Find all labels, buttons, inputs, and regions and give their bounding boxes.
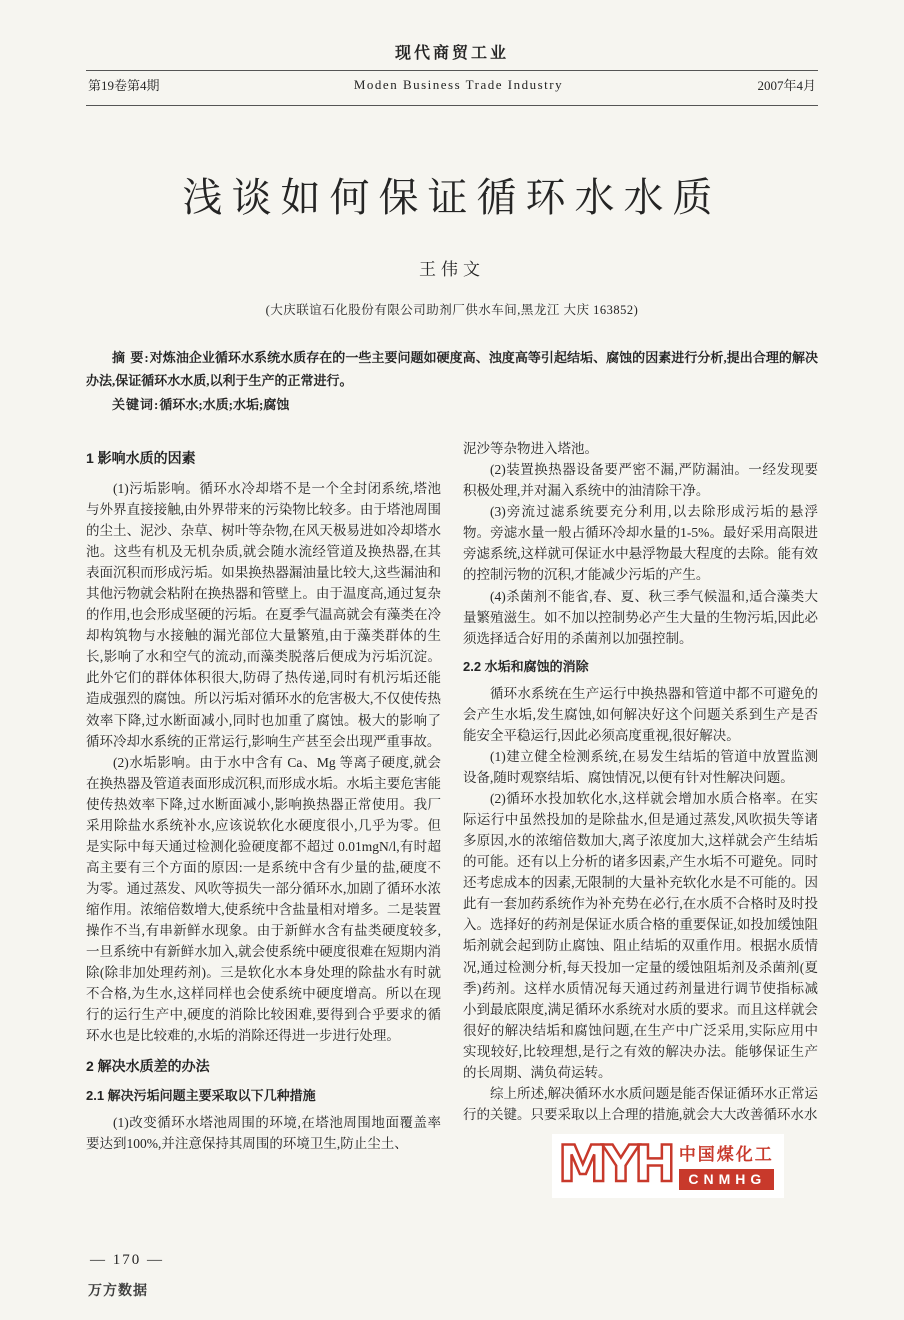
- cnmhg-watermark-text: [679, 1140, 774, 1190]
- page-header: [86, 0, 818, 106]
- abstract-text: 对炼油企业循环水系统水质存在的一些主要问题如硬度高、浊度高等引起结垢、腐蚀的因素进行分析,提出合理的解决办法,保证循环水水质,以利于生产的正常进行。: [86, 350, 818, 389]
- body-paragraph: (2)装置换热器设备要严密不漏,严防漏油。一经发现要积极处理,并对漏入系统中的油清除干净。: [463, 462, 818, 499]
- body-paragraph: (1)污垢影响。循环水冷却塔不是一个全封闭系统,塔池与外界直接接触,由外界带来的污染物比较多。由于塔池周围的尘土、泥沙、杂草、树叶等杂物,在风天极易进如冷却塔水池。这些有机及无机杂质,就会随水流经管道及换热器,在其表面沉积而形成污垢。如果换热器漏油量比较大,这些漏油和其他污物就会粘附在换热器和管壁上。由于温度高,通过复杂的作用,也会形成坚硬的污垢。在夏季气温高就会有藻类在冷却构筑物与水接触的漏光部位大量繁殖,由于藻类群体的生长,影响了水和空气的流动,而藻类脱落后便成为污垢沉淀。此外它们的群体体积很大,防碍了热传递,同时有机污垢还能造成强烈的腐蚀。所以污垢对循环水的危害极大,不仅使传热效率下降,过水断面减小,同时也加重了腐蚀。极大的影响了循环冷却水系统的正常运行,影响生产甚至会出现严重事故。: [86, 481, 441, 749]
- body-paragraph: (1)改变循环水塔池周围的环境,在塔池周围地面覆盖率要达到100%,并注意保持其周围的环境卫生,防止尘土、: [86, 1115, 441, 1152]
- page-number: — 170 —: [90, 1252, 164, 1268]
- body-columns: [86, 438, 818, 1154]
- issue-date: 2007年4月: [757, 78, 816, 93]
- journal-title-en: Moden Business Trade Industry: [353, 76, 564, 92]
- left-column: [86, 438, 441, 1154]
- article-title: 浅谈如何保证循环水水质: [182, 175, 722, 220]
- section-heading-2-1: 2.1 解决污垢问题主要采取以下几种措施: [86, 1088, 316, 1104]
- section-heading-2-2: 2.2 水垢和腐蚀的消除: [463, 658, 589, 674]
- cnmhg-name-cn: 中国煤化工: [678, 1145, 774, 1164]
- header-info-row: [86, 71, 818, 98]
- keywords-label: 关键词:: [112, 396, 160, 412]
- body-paragraph: 综上所述,解决循环水水质问题是能否保证循环水正常运行的关键。只要采取以上合理的措施,就会大大改善循环水水: [463, 1085, 818, 1122]
- body-paragraph: (2)循环水投加软化水,这样就会增加水质合格率。在实际运行中虽然投加的是除盐水,但是通过蒸发,风吹损失等诸多原因,水的浓缩倍数加大,离子浓度加大,这样就会产生结垢的可能。还有以上分析的诸多因素,产生水垢不可避免。同时还考虑成本的因素,无限制的大量补充软化水是不可能的。因此有一套加药系统作为补充势在必行,在水质不合格时及时投入。选择好的药剂是保证水质合格的重要保证,如投加缓蚀阻垢剂就会起到防止腐蚀、阻止结垢的双重作用。根据水质情况,通过检测分析,每天投加一定量的缓蚀阻垢剂及杀菌剂(夏季)药剂。这样水质情况每天通过药剂量进行调节使指标减小到最底限度,满足循环水系统对水质的要求。而且这样就会很好的解决结垢和腐蚀问题,在生产中广泛采用,实际应用中实现较好,比较理想,是行之有效的解决办法。能够保证生产的长周期、满负荷运转。: [463, 791, 818, 1080]
- body-paragraph: (4)杀菌剂不能省,春、夏、秋三季气候温和,适合藻类大量繁殖滋生。如不加以控制势必产生大量的生物污垢,因此必须选择适合好用的杀菌剂以加强控制。: [463, 588, 818, 646]
- keywords-text: 循环水;水质;水垢;腐蚀: [159, 396, 290, 412]
- keywords-paragraph: [86, 393, 818, 416]
- cnmhg-watermark: [552, 1134, 784, 1198]
- abstract-block: [86, 346, 818, 416]
- abstract-paragraph: [86, 346, 818, 393]
- section-heading-1: 1 影响水质的因素: [86, 450, 196, 467]
- cnmhg-logo-icon: MYH: [558, 1135, 671, 1194]
- body-paragraph: 循环水系统在生产运行中换热器和管道中都不可避免的会产生水垢,发生腐蚀,如何解决好这个问题关系到生产是否能安全平稳运行,因此必须高度重视,很好解决。: [463, 685, 818, 743]
- section-heading-2: 2 解决水质差的办法: [86, 1058, 210, 1075]
- article-author: 王伟文: [419, 260, 485, 279]
- body-paragraph: (1)建立健全检测系统,在易发生结垢的管道中放置监测设备,随时观察结垢、腐蚀情况,以便有针对性解决问题。: [463, 749, 818, 786]
- cnmhg-name-en: CNMHG: [679, 1169, 774, 1190]
- wanfang-data-mark: 万方数据: [88, 1282, 148, 1298]
- body-paragraph: (2)水垢影响。由于水中含有 Ca、Mg 等离子硬度,就会在换热器及管道表面形成沉积,而形成水垢。水垢主要危害能使传热效率下降,过水断面减小,影响换热器正常使用。我厂采用除盐水系统补水,应该说软化水硬度很小,几乎为零。但是实际中每天通过检测化验硬度都不超过 0.01mgN/l,有时超高主要有三个方面的原因:一是系统中含有少量的盐,硬度不为零。通过蒸发、风吹等损失一部分循环水,加剧了循环水浓缩作用。浓缩倍数增大,使系统中含盐量相对增多。二是装置操作不当,有串新鲜水现象。由于新鲜水含有盐类硬度较多,一旦系统中有新鲜水加入,就会使系统中硬度很难在短期内消除(除非加处理药剂)。三是软化水本身处理的除盐水有时就不合格,为生水,这样同样也会使系统中硬度增高。所以在现行的运行生产中,硬度的消除比较困难,要得到合乎要求的循环水也是比较难的,水垢的消除还得进一步进行处理。: [86, 754, 441, 1044]
- body-paragraph-continuation: 泥沙等杂物进入塔池。: [463, 441, 598, 457]
- journal-title-cn: 现代商贸工业: [394, 45, 509, 62]
- abstract-label: 摘 要:: [112, 350, 150, 365]
- volume-issue: 第19卷第4期: [88, 78, 160, 93]
- body-paragraph: (3)旁流过滤系统要充分利用,以去除形成污垢的悬浮物。旁滤水量一般占循环冷却水量的1-5%。最好采用高限进旁滤系统,这样就可保证水中悬浮物最大程度的去除。能有效的控制污物的沉积,才能减少污垢的产生。: [463, 504, 818, 583]
- right-column: [463, 438, 818, 1154]
- article-affiliation: (大庆联谊石化股份有限公司助剂厂供水车间,黑龙江 大庆 163852): [265, 303, 639, 317]
- header-rule-bottom: [86, 105, 818, 106]
